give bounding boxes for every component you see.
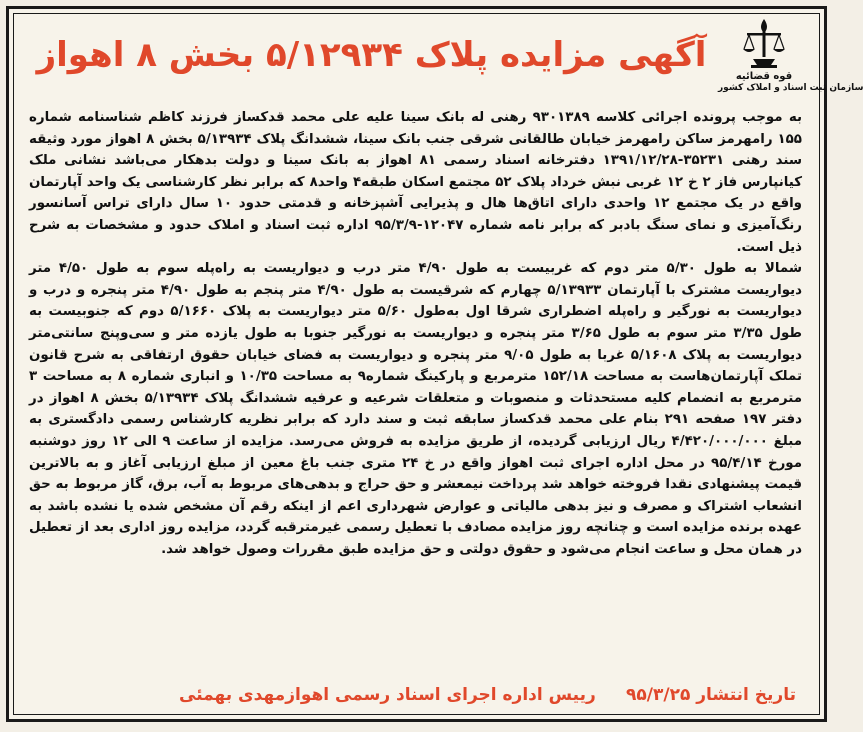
notice-body — [29, 107, 802, 560]
body-paragraph-boundaries: شمالا به طول ۵/۳۰ متر دوم که غربیست به طول ۴/۹۰ متر درب و دیواریست به راه‌پله سوم به طول ۴/۵۰ متر دیواریست مشترک با آپارتمان ۵/۱۳۹۳۳ چهارم که شرقیست به طول ۴/۹۰ متر پنجم به طول ۴/۹۰ متر پنجره و درب و دیواریست به نورگیر و راه‌پله اضطراری شرقا اول به‌طول ۵/۶۰ متر دیواریست به پلاک ۵/۱۶۶۰ دوم که جنوبیست به طول ۳/۳۵ متر سوم به طول ۳/۶۵ متر پنجره و دیواریست به نورگیر جنوبا به طول یازده متر و سی‌وپنج سانتی‌متر دیواریست به پلاک ۵/۱۶۰۸ غربا به طول ۹/۰۵ متر پنجره و دیواریست به فضای خیابان حقوق ارتفاقی به شرح قانون تملک آپارتمان‌هاست به مساحت ۱۵۲/۱۸ مترمربع و پارکینگ شماره۹ به مساحت ۱۰/۳۵ و انباری شماره ۸ به مساحت ۳ مترمربع به انضمام کلیه مستحدثات و منصوبات و متعلقات شرعیه و عرفیه ششدانگ پلاک ۵/۱۳۹۳۴ بخش ۸ اهواز در دفتر ۱۹۷ صفحه ۲۹۱ بنام علی محمد قدکساز سابقه ثبت و سند دارد که برابر نظریه کارشناس رسمی دادگستری به مبلغ ۴/۴۲۰/۰۰۰/۰۰۰ ریال ارزیابی گردیده، از طریق مزایده به فروش می‌رسد. مزایده از ساعت ۹ الی ۱۲ روز دوشنبه مورخ ۹۵/۴/۱۴ در محل اداره اجرای ثبت اهواز واقع در خ ۲۴ متری جنب باغ معین از مبلغ ارزیابی آغاز و به بالاترین قیمت پیشنهادی نقدا فروخته خواهد شد پرداخت نیمعشر و حق حراج و بدهی‌های مربوط به آب، برق، گاز مربوط به حق انشعاب اشتراک و مصرف و نیز بدهی مالیاتی و عوارض شهرداری اعم از اینکه رقم آن مشخص شده یا نشده باشد به عهده برنده مزایده است و چنانچه روز مزایده مصادف با تعطیل رسمی غیرمترقبه گردد، مزایده روز اداری بعد از تعطیل در همان محل و ساعت انجام می‌شود و حقوق دولتی و حق مزایده طبق مقررات وصول خواهد شد. — [29, 261, 803, 557]
notice-frame — [6, 6, 863, 722]
publish-date: تاریخ انتشار ۹۵/۳/۲۵ — [626, 685, 796, 705]
body-paragraph-property: به موجب پرونده اجرائی کلاسه ۹۳۰۱۳۸۹ رهنی له بانک سینا علیه علی محمد قدکساز فرزند کاظم شناسنامه شماره ۱۵۵ رامهرمز ساکن رامهرمز خیابان طالقانی شرقی جنب بانک سینا، ششدانگ پلاک ۵/۱۳۹۳۴ بخش ۸ اهواز مورد وثیقه سند رهنی ۳۵۲۳۱-۱۳۹۱/۱۲/۲۸ دفترخانه اسناد رسمی ۸۱ اهواز به بانک سینا و دولت بدهکار می‌باشد نشانی ملک کیانپارس فاز ۲ خ ۱۲ غربی نبش خرداد پلاک ۵۲ مجتمع اسکان طبقه۴ واحد۸ که برابر نظر کارشناسی یک واحد آپارتمان واقع در یک مجتمع ۱۲ واحدی دارای اتاق‌ها هال و پذیرایی آشپزخانه و قدمتی حدود ۱۰ سال دارای تراس آسانسور رنگ‌آمیزی و نمای سنگ بادبر که برابر نامه شماره ۱۲۰۴۷-۹۵/۳/۹ اداره ثبت اسناد و املاک حدود و مشخصات به شرح ذیل است. — [29, 110, 803, 255]
notice-footer — [29, 685, 802, 715]
logo-caption-judiciary: قوه قضائیه — [735, 71, 793, 82]
signature: رییس اداره اجرای اسناد رسمی اهوازمهدی بهمئی — [179, 685, 596, 705]
notice-title: آگهی مزایده پلاک ۵/۱۲۹۳۴ بخش ۸ اهواز — [36, 35, 707, 75]
judiciary-logo — [718, 17, 863, 107]
scales-emblem-icon — [741, 17, 787, 71]
logo-caption-registry: سازمان ثبت اسناد و املاک کشور — [718, 83, 863, 93]
